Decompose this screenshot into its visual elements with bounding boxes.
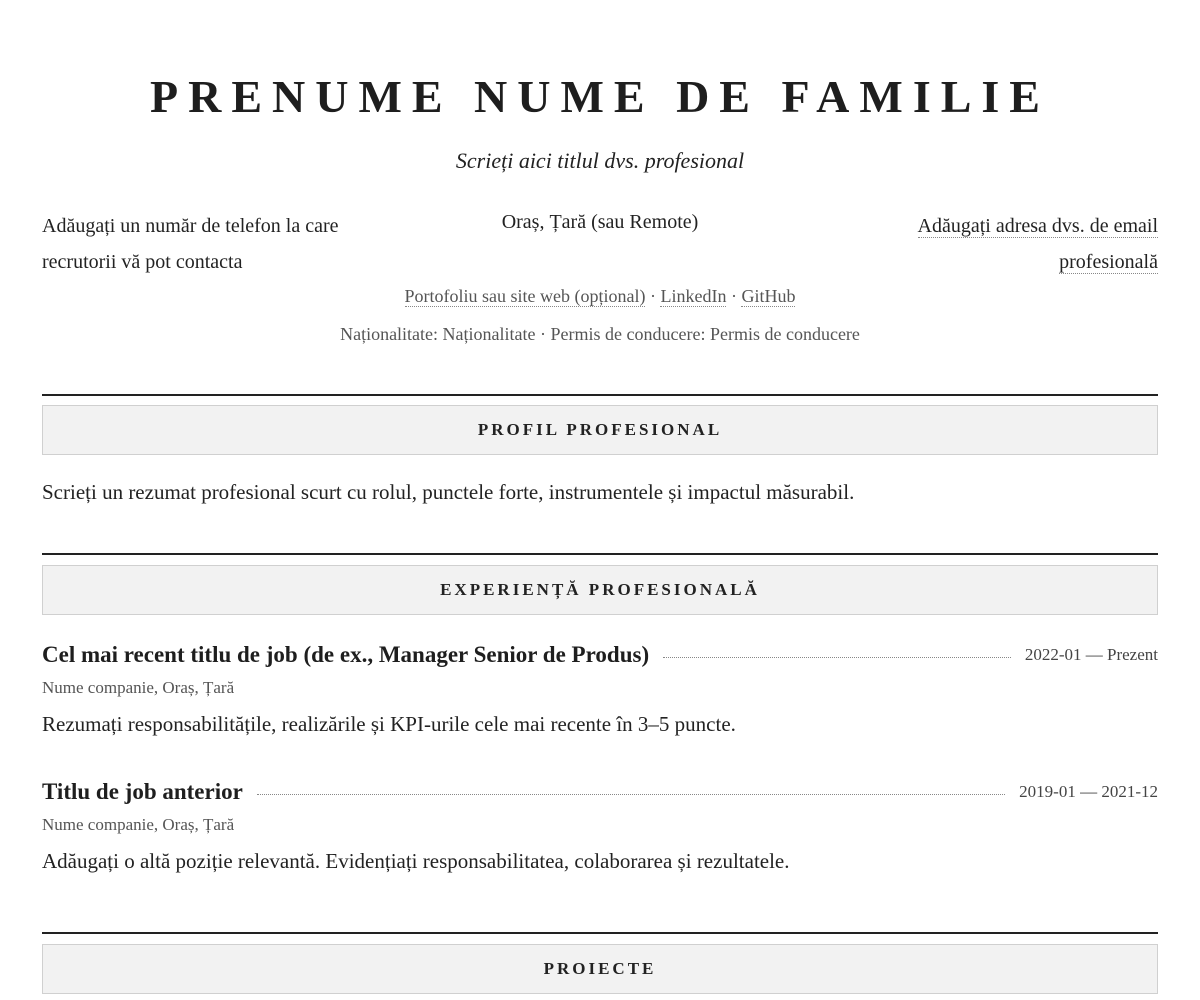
section-heading-experience[interactable]: EXPERIENȚĂ PROFESIONALĂ — [42, 565, 1158, 615]
job-description[interactable]: Rezumați responsabilitățile, realizările și KPI-urile cele mai recente în 3–5 puncte. — [42, 712, 736, 736]
dotted-leader — [663, 657, 1011, 658]
nationality-label: Naționalitate: — [340, 324, 439, 344]
job-company[interactable]: Nume companie, Oraș, Țară — [42, 815, 235, 834]
meta-separator: · — [540, 324, 547, 344]
section-divider — [42, 932, 1158, 934]
portfolio-link[interactable]: Portofoliu sau site web (opțional) — [404, 286, 646, 306]
link-separator: · — [649, 286, 656, 306]
github-link[interactable]: GitHub — [741, 286, 796, 306]
nationality-value[interactable]: Naționalitate — [442, 324, 536, 344]
phone-line-2: recrutorii vă pot contacta — [42, 251, 243, 273]
link-separator: · — [730, 286, 737, 306]
section-divider — [42, 394, 1158, 396]
links-row — [42, 286, 1158, 307]
job-title[interactable]: Cel mai recent titlu de job (de ex., Manager Senior de Produs) — [42, 642, 650, 667]
job-entry — [42, 642, 1158, 737]
job-entry — [42, 779, 1158, 874]
location[interactable]: Oraș, Țară (sau Remote) — [501, 211, 699, 233]
job-header — [42, 642, 1158, 668]
resume-name[interactable]: PRENUME NUME DE FAMILIE — [150, 71, 1050, 122]
section-heading-projects[interactable]: PROIECTE — [42, 944, 1158, 994]
phone-line-1: Adăugați un număr de telefon la care — [42, 215, 339, 237]
professional-title[interactable]: Scrieți aici titlul dvs. profesional — [455, 148, 745, 173]
phone-contact[interactable] — [42, 208, 422, 280]
job-dates[interactable]: 2019-01 — 2021-12 — [1019, 782, 1158, 801]
job-title[interactable]: Titlu de job anterior — [42, 779, 243, 804]
job-description[interactable]: Adăugați o altă poziție relevantă. Evidențiați responsabilitatea, colaborarea și rezultatele. — [42, 849, 790, 873]
job-dates[interactable]: 2022-01 — Prezent — [1024, 645, 1158, 664]
profile-summary[interactable]: Scrieți un rezumat profesional scurt cu rolul, punctele forte, instrumentele și impactul măsurabil. — [42, 480, 855, 504]
email-contact[interactable] — [838, 208, 1158, 280]
license-label: Permis de conducere: — [550, 324, 706, 344]
linkedin-link[interactable]: LinkedIn — [660, 286, 727, 306]
license-value[interactable]: Permis de conducere — [709, 324, 860, 344]
section-heading-profile[interactable]: PROFIL PROFESIONAL — [42, 405, 1158, 455]
email-line-2[interactable]: profesională — [1059, 251, 1158, 273]
job-header — [42, 779, 1158, 805]
dotted-leader — [257, 794, 1005, 795]
job-company[interactable]: Nume companie, Oraș, Țară — [42, 678, 235, 697]
email-line-1[interactable]: Adăugați adresa dvs. de email — [917, 215, 1158, 237]
personal-details — [42, 324, 1158, 345]
section-divider — [42, 553, 1158, 555]
